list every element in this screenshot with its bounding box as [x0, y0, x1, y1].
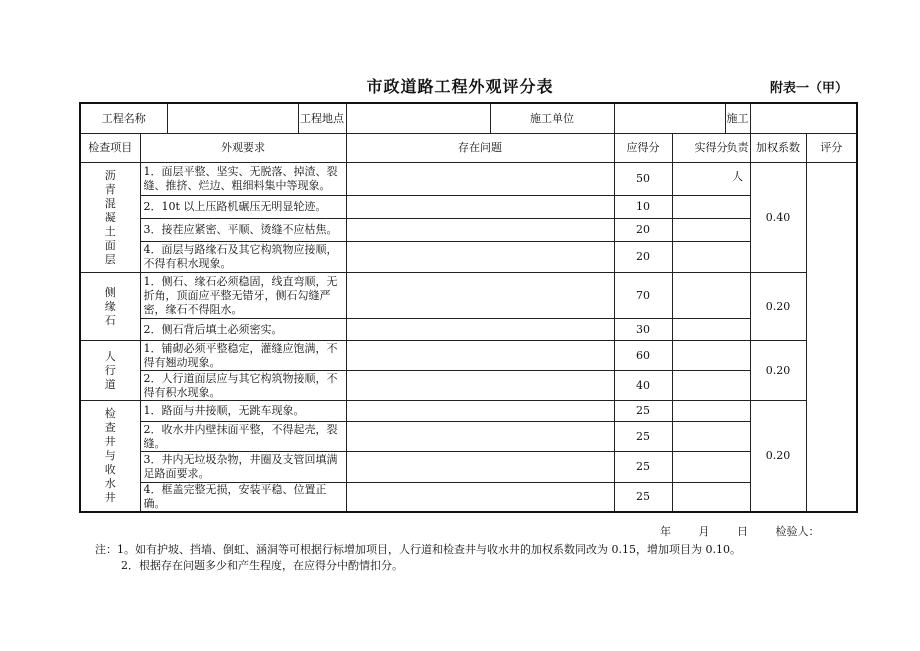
problem-cell[interactable] — [346, 452, 614, 483]
table-row — [80, 273, 857, 319]
note-2: 2．根据存在问题多少和产生程度，在应得分中酌情扣分。 — [121, 559, 403, 572]
page-title: 市政道路工程外观评分表 — [366, 77, 554, 96]
info-row — [80, 103, 857, 134]
requirement-text: 3．接茬应紧密、平顺、烫缝不应枯焦。 — [140, 219, 346, 242]
actual-score-cell[interactable] — [672, 273, 750, 319]
score-cell[interactable] — [806, 163, 857, 513]
location-field[interactable] — [347, 104, 491, 133]
table-row — [80, 196, 857, 219]
requirement-text: 2．人行道面层应与其它构筑物接顺，不得有积水现象。 — [140, 371, 346, 401]
due-score: 25 — [614, 452, 672, 483]
requirement-text: 1．面层平整、坚实、无脱落、掉渣、裂缝、推挤、烂边、粗细料集中等现象。 — [140, 163, 346, 196]
header-score: 评分 — [806, 134, 857, 163]
due-score: 60 — [614, 341, 672, 371]
due-score: 10 — [614, 196, 672, 219]
due-score: 25 — [614, 483, 672, 513]
category-asphalt: 沥 青 混 凝 土 面 层 — [80, 163, 140, 273]
weight-value: 0.20 — [750, 401, 806, 513]
actual-score-cell[interactable] — [672, 242, 750, 273]
due-score: 25 — [614, 401, 672, 422]
sign-line — [660, 523, 820, 539]
actual-score-cell[interactable] — [672, 341, 750, 371]
requirement-text: 1．铺砌必须平整稳定，灌缝应饱满，不得有翘动现象。 — [140, 341, 346, 371]
notes — [95, 542, 741, 574]
weight-value: 0.40 — [750, 163, 806, 273]
location-label: 工程地点 — [300, 112, 344, 125]
problem-cell[interactable] — [346, 163, 614, 196]
project-name-field[interactable] — [167, 103, 346, 134]
year-label: 年 — [660, 525, 671, 538]
problem-cell[interactable] — [346, 422, 614, 452]
requirement-text: 1．侧石、缘石必须稳固，线直弯顺，无折角，顶面应平整无错牙，侧石勾缝严密，缘石不得阻水。 — [140, 273, 346, 319]
problem-cell[interactable] — [346, 273, 614, 319]
project-name-label: 工程名称 — [80, 103, 167, 134]
table-row — [80, 452, 857, 483]
actual-score-cell[interactable] — [672, 371, 750, 401]
requirement-text: 4．框盖完整无损，安装平稳、位置正确。 — [140, 483, 346, 513]
problem-cell[interactable] — [346, 242, 614, 273]
due-score: 30 — [614, 319, 672, 341]
actual-score-cell[interactable] — [672, 401, 750, 422]
actual-score-cell[interactable] — [672, 422, 750, 452]
header-due: 应得分 — [614, 134, 672, 163]
appendix-label: 附表一（甲） — [770, 81, 849, 96]
contractor-label: 施工单位 — [530, 112, 574, 125]
requirement-text: 4．面层与路缘石及其它构筑物应接顺，不得有积水现象。 — [140, 242, 346, 273]
month-label: 月 — [698, 525, 710, 538]
due-score: 20 — [614, 219, 672, 242]
header-actual: 实得分 — [672, 134, 750, 163]
category-sidewalk: 人 行 道 — [80, 341, 140, 401]
manager-field[interactable] — [750, 103, 857, 134]
actual-score-cell[interactable] — [672, 319, 750, 341]
manager-label: 施工负责人 — [726, 112, 749, 183]
table-row — [80, 483, 857, 513]
due-score: 50 — [614, 163, 672, 196]
problem-cell[interactable] — [346, 401, 614, 422]
actual-score-cell[interactable] — [672, 219, 750, 242]
category-wells: 检 查 井 与 收 水 井 — [80, 401, 140, 513]
problem-cell[interactable] — [346, 219, 614, 242]
day-label: 日 — [737, 525, 748, 538]
problem-cell[interactable] — [346, 196, 614, 219]
due-score: 40 — [614, 371, 672, 401]
table-row — [80, 371, 857, 401]
table-row — [80, 319, 857, 341]
actual-score-cell[interactable] — [672, 483, 750, 513]
header-item: 检查项目 — [80, 134, 140, 163]
note-1: 注：1。如有护坡、挡墙、倒虹、涵洞等可根据行标增加项目，人行道和检查井与收水井的加权系数同改为 0.15，增加项目为 0.10。 — [95, 543, 741, 556]
requirement-text: 3．井内无垃圾杂物，井圈及支管回填满足路面要求。 — [140, 452, 346, 483]
due-score: 25 — [614, 422, 672, 452]
score-table — [79, 102, 858, 513]
requirement-text: 2．10t 以上压路机碾压无明显轮迹。 — [140, 196, 346, 219]
weight-value: 0.20 — [750, 273, 806, 341]
problem-cell[interactable] — [346, 483, 614, 513]
table-row — [80, 401, 857, 422]
table-row — [80, 219, 857, 242]
actual-score-cell[interactable] — [672, 452, 750, 483]
due-score: 70 — [614, 273, 672, 319]
problem-cell[interactable] — [346, 371, 614, 401]
table-row — [80, 242, 857, 273]
requirement-text: 1．路面与井接顺，无跳车现象。 — [140, 401, 346, 422]
problem-cell[interactable] — [346, 341, 614, 371]
inspector-label: 检验人： — [775, 525, 820, 538]
due-score: 20 — [614, 242, 672, 273]
problem-cell[interactable] — [346, 319, 614, 341]
header-requirement: 外观要求 — [140, 134, 346, 163]
table-row — [80, 422, 857, 452]
header-problems: 存在问题 — [346, 134, 614, 163]
table-row — [80, 341, 857, 371]
weight-value: 0.20 — [750, 341, 806, 401]
requirement-text: 2．侧石背后填土必须密实。 — [140, 319, 346, 341]
header-weight: 加权系数 — [750, 134, 806, 163]
requirement-text: 2．收水井内壁抹面平整，不得起壳，裂缝。 — [140, 422, 346, 452]
actual-score-cell[interactable] — [672, 196, 750, 219]
category-curb: 侧 缘 石 — [80, 273, 140, 341]
